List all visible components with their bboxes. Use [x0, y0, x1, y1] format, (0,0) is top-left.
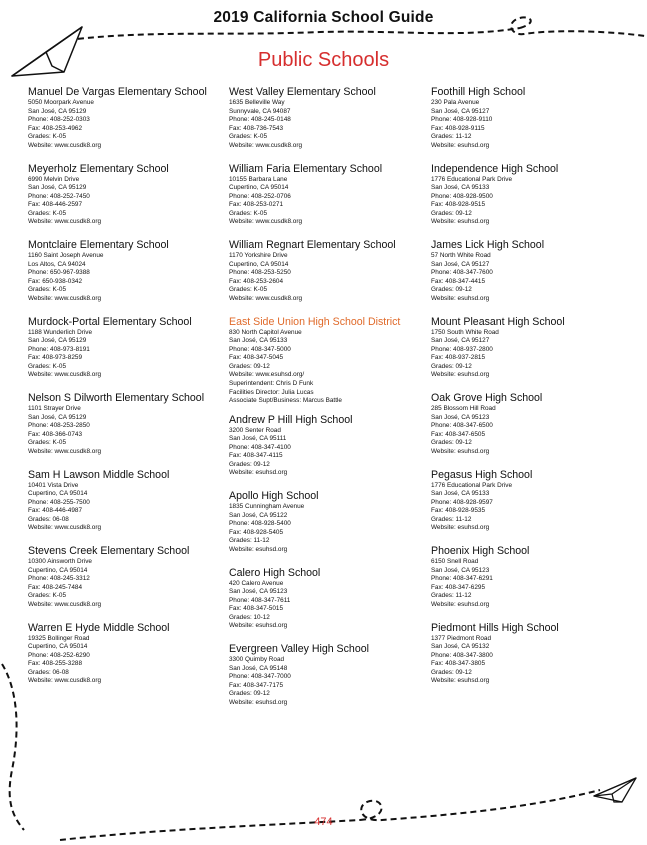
school-name: Piedmont Hills High School — [431, 621, 559, 634]
school-detail-line: San José, CA 95127 — [431, 337, 490, 345]
school-detail-line: Website: www.cusdk8.org — [229, 294, 303, 302]
school-column-3 — [431, 86, 629, 698]
school-detail-line: Phone: 408-245-3312 — [28, 575, 90, 583]
school-name: Calero High School — [229, 566, 321, 579]
school-entry — [28, 622, 226, 699]
school-detail-line: Fax: 408-347-5045 — [229, 354, 284, 362]
school-detail-line: Grades: K-05 — [28, 133, 67, 141]
school-detail-line: 1160 Saint Joseph Avenue — [28, 252, 104, 259]
school-detail-line: Website: www.cusdk8.org — [28, 141, 102, 149]
school-detail-line: Website: esuhsd.org — [229, 698, 288, 706]
school-detail-line: 1776 Educational Park Drive — [431, 481, 512, 489]
school-detail-line: Grades: 06-08 — [28, 668, 69, 676]
school-detail-line: Website: esuhsd.org — [431, 447, 490, 455]
school-detail-line: Fax: 408-973-8259 — [28, 354, 83, 362]
school-detail-line: Phone: 408-928-9500 — [431, 192, 493, 200]
school-detail-line: Website: www.cusdk8.org — [229, 218, 303, 226]
school-detail-line: Phone: 408-928-9110 — [431, 116, 493, 124]
school-detail-line: Website: esuhsd.org — [229, 545, 288, 553]
school-detail-line: Phone: 408-347-6291 — [431, 575, 493, 583]
school-entry — [28, 469, 226, 546]
school-entry — [28, 392, 226, 469]
school-detail-line: 3200 Senter Road — [229, 426, 281, 434]
school-detail-line: 1750 South White Road — [431, 328, 499, 336]
school-detail-line: Fax: 650-938-0342 — [28, 277, 83, 285]
school-detail-line: Website: www.cusdk8.org — [28, 524, 102, 532]
school-detail-line: Grades: 11-12 — [431, 592, 472, 600]
school-detail-line: Grades: 11-12 — [229, 537, 270, 545]
school-detail-line: Grades: 09-12 — [431, 209, 472, 217]
school-detail-line: Fax: 408-347-5015 — [229, 605, 284, 613]
school-detail-line: Fax: 408-366-0743 — [28, 430, 83, 438]
school-detail-line: San José, CA 95122 — [229, 511, 288, 519]
school-detail-line: San José, CA 95123 — [431, 413, 490, 421]
school-detail-line: Grades: 10-12 — [229, 613, 270, 621]
school-detail-line: San José, CA 95129 — [28, 337, 87, 345]
school-detail-line: Phone: 408-253-2850 — [28, 422, 90, 430]
school-detail-line: Cupertino, CA 95014 — [28, 490, 88, 498]
school-detail-line: Fax: 408-347-4115 — [229, 452, 283, 460]
school-detail-line: Website: www.cusdk8.org — [28, 677, 102, 685]
school-detail-line: Fax: 408-255-3288 — [28, 660, 83, 668]
school-detail-line: Grades: 09-12 — [431, 362, 472, 370]
school-detail-line: 285 Blossom Hill Road — [431, 405, 496, 412]
school-detail-line: 1170 Yorkshire Drive — [229, 252, 288, 259]
school-detail-line: Fax: 408-446-4987 — [28, 507, 83, 515]
school-detail-line: Grades: K-05 — [229, 286, 268, 294]
school-detail-line: Sunnyvale, CA 94087 — [229, 107, 291, 115]
page-number: 474 — [314, 816, 333, 828]
school-detail-line: Los Altos, CA 94024 — [28, 260, 86, 268]
school-entry — [431, 622, 629, 699]
school-detail-line: Phone: 408-252-6290 — [28, 651, 90, 659]
school-detail-line: Grades: K-05 — [229, 133, 268, 141]
school-detail-line: Grades: 06-08 — [28, 515, 69, 523]
school-name: William Faria Elementary School — [229, 162, 383, 175]
school-detail-line: Cupertino, CA 95014 — [229, 184, 289, 192]
school-name: Evergreen Valley High School — [229, 643, 369, 655]
school-column-1 — [28, 86, 226, 698]
school-detail-line: 6150 Snell Road — [431, 558, 479, 565]
school-detail-line: Phone: 408-347-3800 — [431, 651, 493, 659]
school-entry — [431, 469, 629, 546]
school-detail-line: Fax: 408-347-7175 — [229, 681, 284, 689]
school-detail-line: Website: www.cusdk8.org — [28, 447, 102, 455]
school-detail-line: Phone: 408-252-0706 — [229, 192, 291, 200]
school-entry — [28, 239, 226, 316]
school-entry — [431, 392, 629, 469]
school-detail-line: 5050 Moorpark Avenue — [28, 99, 94, 106]
school-detail-line: Cupertino, CA 95014 — [28, 566, 88, 574]
school-entry — [28, 316, 226, 393]
school-detail-line: 10155 Barbara Lane — [229, 175, 288, 183]
school-detail-line: Website: esuhsd.org — [431, 371, 490, 379]
school-entry — [431, 316, 629, 393]
paper-airplane-small-icon — [594, 778, 636, 802]
school-entry — [229, 490, 427, 567]
school-detail-line: San José, CA 95129 — [28, 107, 87, 115]
school-detail-line: 1776 Educational Park Drive — [431, 175, 512, 183]
school-detail-line: Cupertino, CA 95014 — [229, 260, 289, 268]
school-entry — [229, 567, 427, 644]
school-name: Apollo High School — [229, 490, 319, 502]
school-detail-line: 1635 Belleville Way — [229, 99, 285, 106]
school-detail-line: 420 Calero Avenue — [229, 579, 284, 587]
school-detail-line: Grades: K-05 — [28, 362, 67, 370]
school-name: Sam H Lawson Middle School — [28, 468, 170, 481]
school-entry — [431, 86, 629, 163]
school-detail-line: Fax: 408-245-7484 — [28, 583, 83, 591]
school-name: Independence High School — [431, 162, 559, 175]
school-detail-line: Fax: 408-253-4962 — [28, 124, 83, 132]
school-detail-line: Fax: 408-347-6505 — [431, 430, 486, 438]
school-detail-line: Cupertino, CA 95014 — [28, 643, 88, 651]
school-detail-line: Phone: 408-347-4100 — [229, 443, 291, 451]
school-detail-line: Grades: K-05 — [28, 592, 67, 600]
school-entry — [229, 163, 427, 240]
school-detail-line: Phone: 408-245-0148 — [229, 116, 291, 124]
school-detail-line: Website: esuhsd.org — [431, 677, 490, 685]
school-entry — [431, 239, 629, 316]
school-detail-line: Fax: 408-928-9515 — [431, 201, 486, 209]
school-detail-line: Grades: 11-12 — [431, 133, 472, 141]
school-detail-line: San José, CA 95127 — [431, 260, 490, 268]
school-detail-line: 230 Pala Avenue — [431, 99, 480, 106]
school-detail-line: Fax: 408-736-7543 — [229, 124, 284, 132]
school-detail-line: 10300 Ainsworth Drive — [28, 558, 92, 565]
school-name: Montclaire Elementary School — [28, 239, 169, 251]
school-entry — [28, 545, 226, 622]
school-detail-line: Facilities Director: Julia Lucas — [229, 388, 314, 396]
school-entry — [28, 86, 226, 163]
school-name: Nelson S Dilworth Elementary School — [28, 392, 205, 404]
school-name: Phoenix High School — [431, 545, 530, 557]
school-detail-line: Website: esuhsd.org — [229, 622, 288, 630]
school-entry — [431, 163, 629, 240]
school-detail-line: San José, CA 95129 — [28, 413, 87, 421]
school-column-2 — [229, 86, 427, 720]
school-detail-line: San José, CA 95133 — [431, 184, 490, 192]
school-detail-line: San José, CA 95123 — [431, 566, 490, 574]
school-entry — [229, 239, 427, 316]
school-detail-line: Fax: 408-347-4415 — [431, 277, 486, 285]
school-detail-line: San José, CA 95133 — [431, 490, 490, 498]
school-detail-line: Phone: 408-347-5000 — [229, 345, 291, 353]
school-detail-line: Website: www.esuhsd.org/ — [229, 371, 305, 379]
school-detail-line: Website: www.cusdk8.org — [229, 141, 303, 149]
school-name: Oak Grove High School — [431, 392, 543, 404]
school-detail-line: Phone: 408-347-7600 — [431, 269, 493, 277]
school-detail-line: Website: www.cusdk8.org — [28, 218, 102, 226]
school-detail-line: Fax: 408-347-6295 — [431, 583, 486, 591]
school-detail-line: San José, CA 95133 — [229, 337, 288, 345]
school-detail-line: Fax: 408-253-0271 — [229, 201, 284, 209]
school-detail-line: 1101 Strayer Drive — [28, 405, 81, 412]
school-detail-line: Phone: 408-253-5250 — [229, 269, 291, 277]
school-detail-line: Phone: 408-252-7450 — [28, 192, 90, 200]
guide-title: 2019 California School Guide — [213, 9, 434, 26]
school-detail-line: Website: esuhsd.org — [431, 294, 490, 302]
school-detail-line: Phone: 408-252-0303 — [28, 116, 90, 124]
school-detail-line: Phone: 650-967-9388 — [28, 269, 90, 277]
school-detail-line: Website: www.cusdk8.org — [28, 600, 102, 608]
school-detail-line: Website: esuhsd.org — [431, 524, 490, 532]
school-detail-line: Phone: 408-347-7611 — [229, 596, 291, 604]
school-detail-line: 6990 Melvin Drive — [28, 175, 80, 183]
school-entry — [229, 414, 427, 491]
school-detail-line: Grades: K-05 — [28, 209, 67, 217]
school-detail-line: Phone: 408-347-6500 — [431, 422, 493, 430]
school-detail-line: 57 North White Road — [431, 252, 491, 259]
school-detail-line: Fax: 408-347-3805 — [431, 660, 486, 668]
school-detail-line: 830 North Capitol Avenue — [229, 328, 302, 336]
school-name: Meyerholz Elementary School — [28, 162, 169, 175]
school-detail-line: San José, CA 95129 — [28, 184, 87, 192]
district-entry — [229, 316, 427, 414]
school-name: Murdock-Portal Elementary School — [28, 315, 192, 328]
school-name: Manuel De Vargas Elementary School — [28, 86, 207, 98]
school-detail-line: Grades: K-05 — [28, 439, 67, 447]
school-entry — [229, 643, 427, 720]
school-detail-line: Phone: 408-973-8191 — [28, 345, 90, 353]
school-detail-line: 3300 Quimby Road — [229, 656, 285, 663]
school-detail-line: Website: esuhsd.org — [229, 469, 288, 477]
district-name: East Side Union High School District — [229, 315, 401, 328]
school-detail-line: Phone: 408-928-5400 — [229, 520, 291, 528]
school-entry — [229, 86, 427, 163]
school-detail-line: Grades: K-05 — [28, 286, 67, 294]
school-detail-line: Website: www.cusdk8.org — [28, 371, 102, 379]
school-detail-line: Fax: 408-253-2604 — [229, 277, 284, 285]
school-name: Foothill High School — [431, 86, 526, 98]
school-detail-line: Grades: 09-12 — [431, 439, 472, 447]
school-name: Andrew P Hill High School — [229, 413, 353, 426]
school-name: Stevens Creek Elementary School — [28, 545, 190, 557]
school-detail-line: Fax: 408-928-9115 — [431, 124, 485, 132]
school-entry — [28, 163, 226, 240]
school-detail-line: Phone: 408-255-7500 — [28, 498, 90, 506]
school-name: James Lick High School — [431, 239, 545, 251]
school-detail-line: Grades: 09-12 — [229, 460, 270, 468]
school-detail-line: San José, CA 95148 — [229, 664, 288, 672]
school-detail-line: 1377 Piedmont Road — [431, 634, 492, 642]
school-detail-line: Website: esuhsd.org — [431, 218, 490, 226]
section-title: Public Schools — [257, 49, 390, 71]
school-entry — [431, 545, 629, 622]
school-detail-line: Grades: K-05 — [229, 209, 268, 217]
school-detail-line: Fax: 408-446-2597 — [28, 201, 83, 209]
school-detail-line: Phone: 408-347-7000 — [229, 673, 291, 681]
school-detail-line: Website: esuhsd.org — [431, 600, 490, 608]
school-name: West Valley Elementary School — [229, 86, 376, 98]
school-detail-line: Associate Supt/Business: Marcus Battle — [229, 397, 342, 405]
school-detail-line: Phone: 408-928-9597 — [431, 498, 493, 506]
school-detail-line: Website: esuhsd.org — [431, 141, 490, 149]
school-detail-line: Website: www.cusdk8.org — [28, 294, 102, 302]
school-name: Pegasus High School — [431, 468, 533, 481]
school-detail-line: Fax: 408-928-5405 — [229, 528, 284, 536]
school-name: Mount Pleasant High School — [431, 315, 565, 328]
school-detail-line: Fax: 408-937-2815 — [431, 354, 486, 362]
school-detail-line: San José, CA 95111 — [229, 435, 287, 443]
school-detail-line: San José, CA 95123 — [229, 588, 288, 596]
school-detail-line: 1835 Cunningham Avenue — [229, 503, 305, 510]
school-detail-line: Superintendent: Chris D Funk — [229, 380, 314, 388]
school-detail-line: Grades: 09-12 — [229, 690, 270, 698]
school-detail-line: San José, CA 95127 — [431, 107, 490, 115]
school-detail-line: 1188 Wunderlich Drive — [28, 328, 93, 336]
school-detail-line: 10401 Vista Drive — [28, 481, 79, 489]
school-detail-line: Grades: 09-12 — [229, 362, 270, 370]
school-detail-line: Fax: 408-928-9535 — [431, 507, 486, 515]
school-detail-line: Grades: 09-12 — [431, 286, 472, 294]
school-detail-line: Phone: 408-937-2800 — [431, 345, 493, 353]
school-name: Warren E Hyde Middle School — [28, 621, 170, 634]
school-detail-line: San José, CA 95132 — [431, 643, 490, 651]
school-detail-line: Grades: 09-12 — [431, 668, 472, 676]
school-detail-line: Grades: 11-12 — [431, 515, 472, 523]
school-detail-line: 19325 Bollinger Road — [28, 634, 90, 642]
school-name: William Regnart Elementary School — [229, 239, 396, 251]
